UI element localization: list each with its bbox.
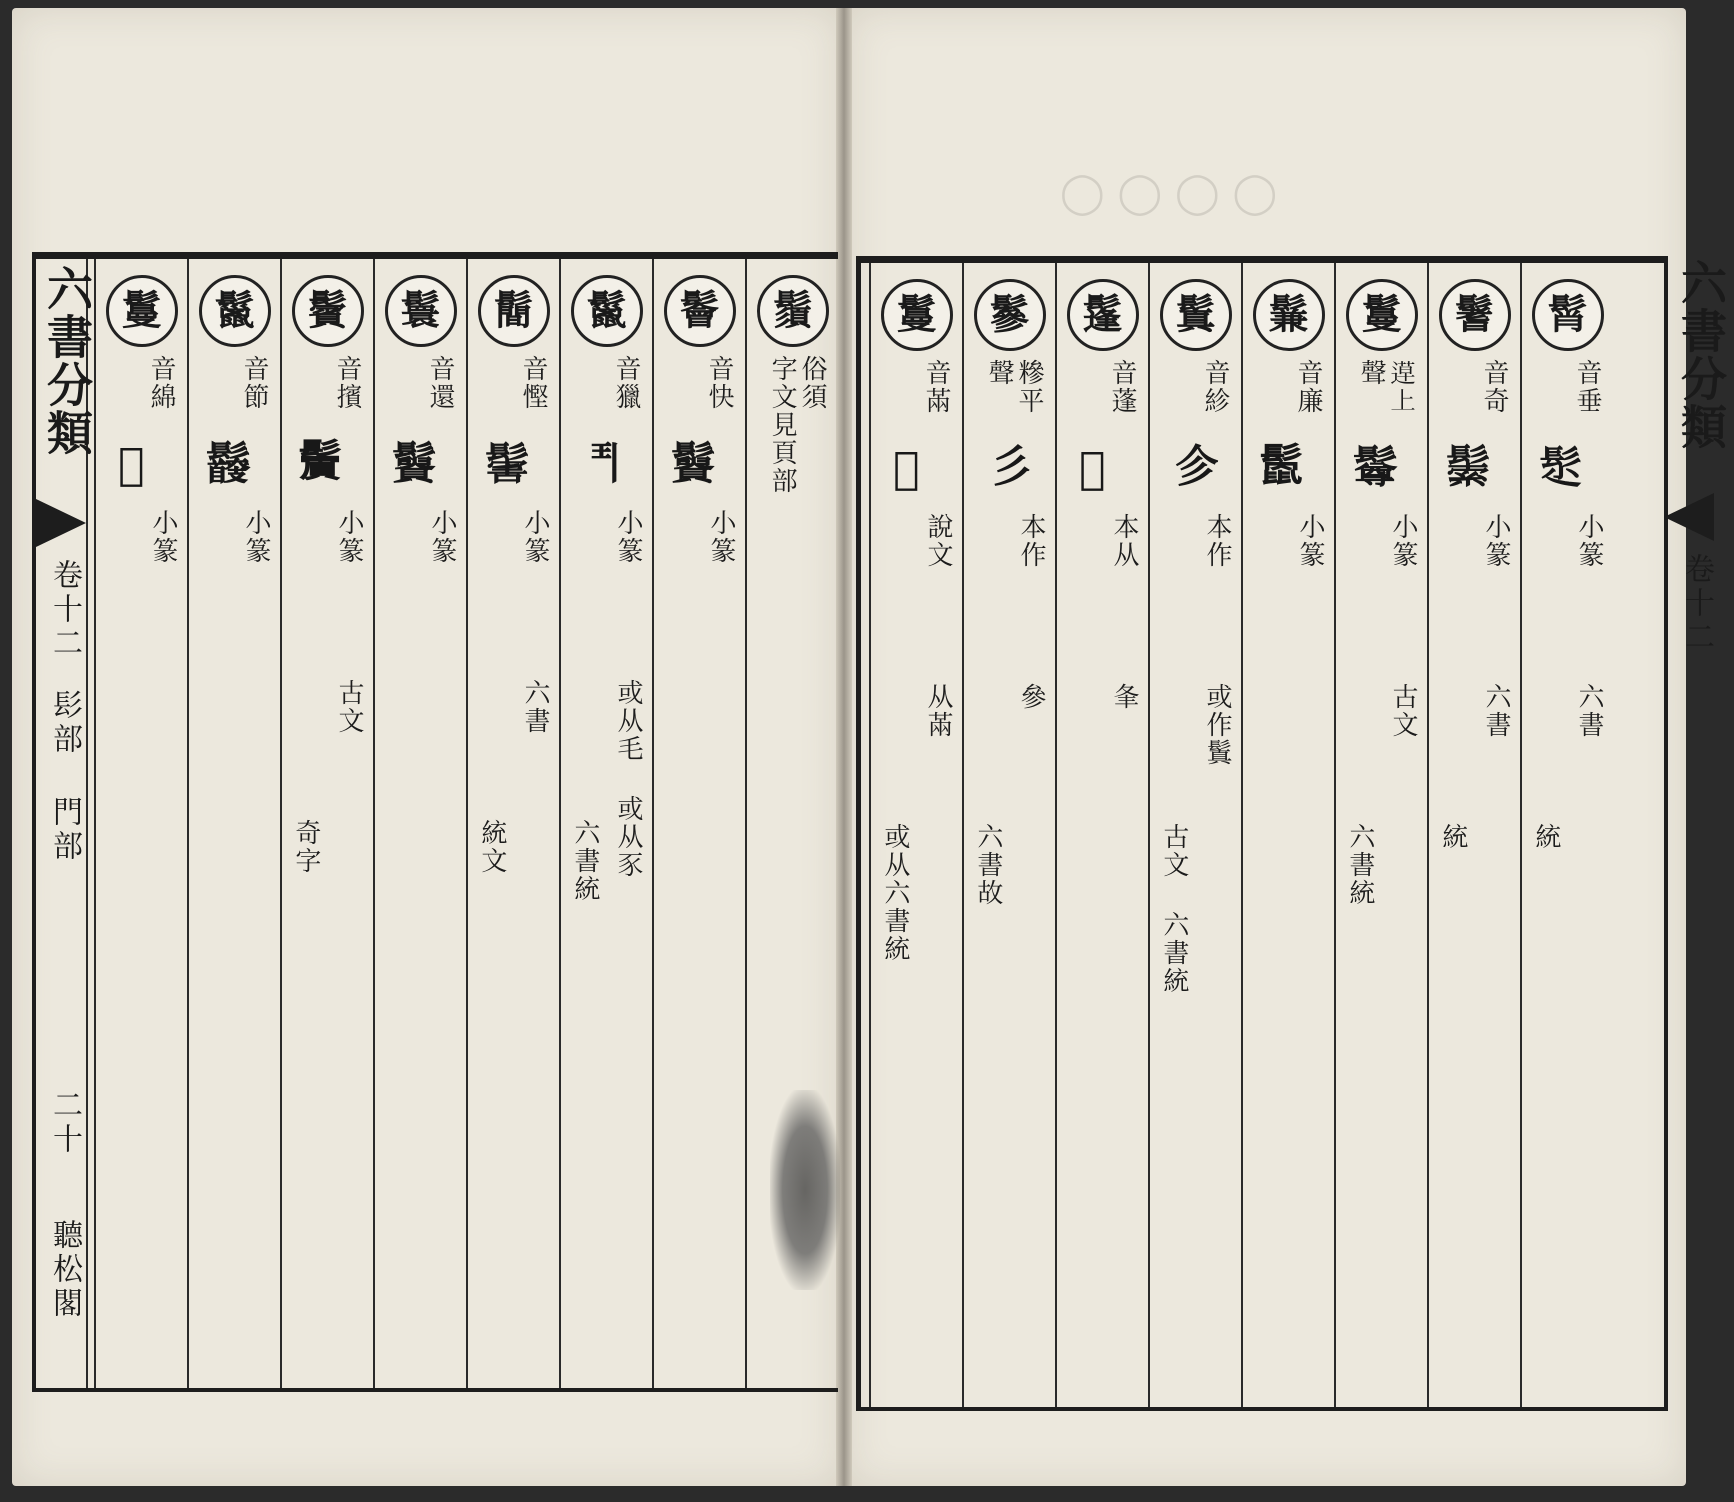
script-label: 本作 <box>1202 513 1232 569</box>
reading-note: 音綿 <box>146 355 176 411</box>
variant-note: 六書 <box>1574 683 1604 739</box>
headword-circle: 鬐 <box>1439 279 1511 351</box>
left-margin-strip <box>36 259 94 1388</box>
headword-circle: 鬔 <box>1067 279 1139 351</box>
script-label: 小篆 <box>706 509 736 565</box>
left-margin-volume: 卷十二 <box>47 559 82 661</box>
source-note: 古文 六書統 <box>1158 823 1189 995</box>
headword-circle: 鬘 <box>106 275 178 347</box>
left-fishtail <box>36 499 86 547</box>
left-page-column <box>652 259 745 1388</box>
script-label: 小篆 <box>1574 513 1604 569</box>
reading-note: 音奇 <box>1479 359 1509 415</box>
left-page-column <box>559 259 652 1388</box>
left-margin-title: 六書分類 <box>40 265 94 457</box>
seal-script-form: 𩯭 <box>293 439 344 489</box>
headword-circle: 鬢 <box>292 275 364 347</box>
reading-note: 音垂 <box>1572 359 1602 415</box>
reading-note: 音擯 <box>332 355 362 411</box>
variant-note: 六書 <box>1481 683 1511 739</box>
headword-circle: 鬝 <box>478 275 550 347</box>
variant-note: 夆 <box>1109 683 1139 711</box>
right-fishtail <box>1664 493 1714 541</box>
headword-circle: 鬣 <box>571 275 643 347</box>
seal-script-form: 𩭹 <box>881 443 932 500</box>
seal-script-form: 𩯿 <box>666 439 717 489</box>
seal-script-form: 𩯷 <box>106 439 157 496</box>
seal-script-form: 𩯄 <box>1348 443 1399 493</box>
headword-circle: 鬘 <box>1346 279 1418 351</box>
variant-note: 參 <box>1016 683 1046 711</box>
seal-script-form: 𩰊 <box>573 439 624 489</box>
seal-script-form: 彡 <box>981 443 1032 493</box>
variant-note: 或从毛 或从豕 <box>613 679 643 879</box>
seal-script-form: 𩰇 <box>201 439 252 489</box>
headword-circle: 鬑 <box>1253 279 1325 351</box>
left-page-column <box>466 259 559 1388</box>
source-note: 統 <box>1530 823 1561 851</box>
reading-note: 音蓬 <box>1107 359 1137 415</box>
script-label: 小篆 <box>148 509 178 565</box>
variant-note: 古文 <box>334 679 364 735</box>
right-margin-strip <box>1664 259 1728 1407</box>
reading-note: 俗須 字文見頁部 <box>767 355 827 495</box>
variant-note: 或作鬒 <box>1202 683 1232 767</box>
script-label: 小篆 <box>334 509 364 565</box>
script-label: 小篆 <box>1388 513 1418 569</box>
headword-circle: 鬠 <box>664 275 736 347</box>
seal-script-form: 𩯿 <box>387 439 438 489</box>
left-margin-hall: 聽松閣 <box>47 1219 82 1321</box>
source-note: 六書故 <box>972 823 1003 907</box>
reading-note: 音廉 <box>1293 359 1323 415</box>
headword-circle: 鬘 <box>881 279 953 351</box>
reading-note: 音慳 <box>518 355 548 411</box>
reading-note: 音獵 <box>611 355 641 411</box>
left-page-column <box>187 259 280 1388</box>
seal-script-form: 𩮛 <box>1441 443 1492 493</box>
headword-circle: 髾 <box>1532 279 1604 351</box>
ink-smudge <box>770 1090 840 1290</box>
script-label: 本从 <box>1109 513 1139 569</box>
headword-circle: 鬟 <box>385 275 457 347</box>
right-page-column <box>869 263 962 1407</box>
right-page-column <box>1334 263 1427 1407</box>
left-frame <box>32 252 838 1392</box>
bleed-through-marks: ◯ ◯ ◯ ◯ <box>1060 170 1278 216</box>
script-label: 說文 <box>923 513 953 569</box>
reading-note: 音紾 <box>1200 359 1230 415</box>
source-note: 或从六書統 <box>879 823 910 963</box>
right-margin-title: 六書分類 <box>1674 259 1728 451</box>
left-margin-page: 二十 <box>47 1089 82 1157</box>
headword-circle: 鬖 <box>974 279 1046 351</box>
reading-note: 音還 <box>425 355 455 411</box>
variant-note: 六書 <box>520 679 550 735</box>
source-note: 統 <box>1437 823 1468 851</box>
source-note: 六書統 <box>1344 823 1375 907</box>
reading-note: 𨕡上 聲 <box>1356 359 1416 415</box>
source-note: 六書統 <box>569 819 600 903</box>
right-page-column <box>1427 263 1520 1407</box>
variant-note: 从㒼 <box>923 683 953 739</box>
right-frame <box>856 256 1728 1411</box>
right-page-column <box>1148 263 1241 1407</box>
left-page-column <box>280 259 373 1388</box>
reading-note: 音㒼 <box>921 359 951 415</box>
headword-circle: 鬒 <box>1160 279 1232 351</box>
seal-script-form: 𩮝 <box>480 439 531 489</box>
right-page-column <box>1055 263 1148 1407</box>
script-label: 小篆 <box>1481 513 1511 569</box>
variant-note: 古文 <box>1388 683 1418 739</box>
script-label: 小篆 <box>427 509 457 565</box>
reading-note: 音節 <box>239 355 269 411</box>
left-margin-sections: 髟部 門部 <box>47 689 82 864</box>
reading-note: 音快 <box>704 355 734 411</box>
script-label: 小篆 <box>1295 513 1325 569</box>
right-page-column <box>1520 263 1613 1407</box>
seal-script-form: 㐱 <box>1167 443 1218 493</box>
seal-script-form: 𩬄 <box>1534 443 1585 493</box>
seal-script-form: 𩮻 <box>1254 443 1305 493</box>
script-label: 小篆 <box>613 509 643 565</box>
seal-script-form: 𩯮 <box>1067 443 1118 500</box>
left-page-column <box>94 259 187 1388</box>
right-margin-volume: 卷十二 <box>1679 553 1714 655</box>
source-note: 奇字 <box>290 819 321 875</box>
right-page-column <box>1241 263 1334 1407</box>
script-label: 本作 <box>1016 513 1046 569</box>
script-label: 小篆 <box>241 509 271 565</box>
headword-circle: 鬚 <box>757 275 829 347</box>
reading-note: 糝平 聲 <box>984 359 1044 415</box>
right-page-column <box>962 263 1055 1407</box>
source-note: 統文 <box>476 819 507 875</box>
headword-circle: 鬣 <box>199 275 271 347</box>
left-page-column <box>373 259 466 1388</box>
script-label: 小篆 <box>520 509 550 565</box>
